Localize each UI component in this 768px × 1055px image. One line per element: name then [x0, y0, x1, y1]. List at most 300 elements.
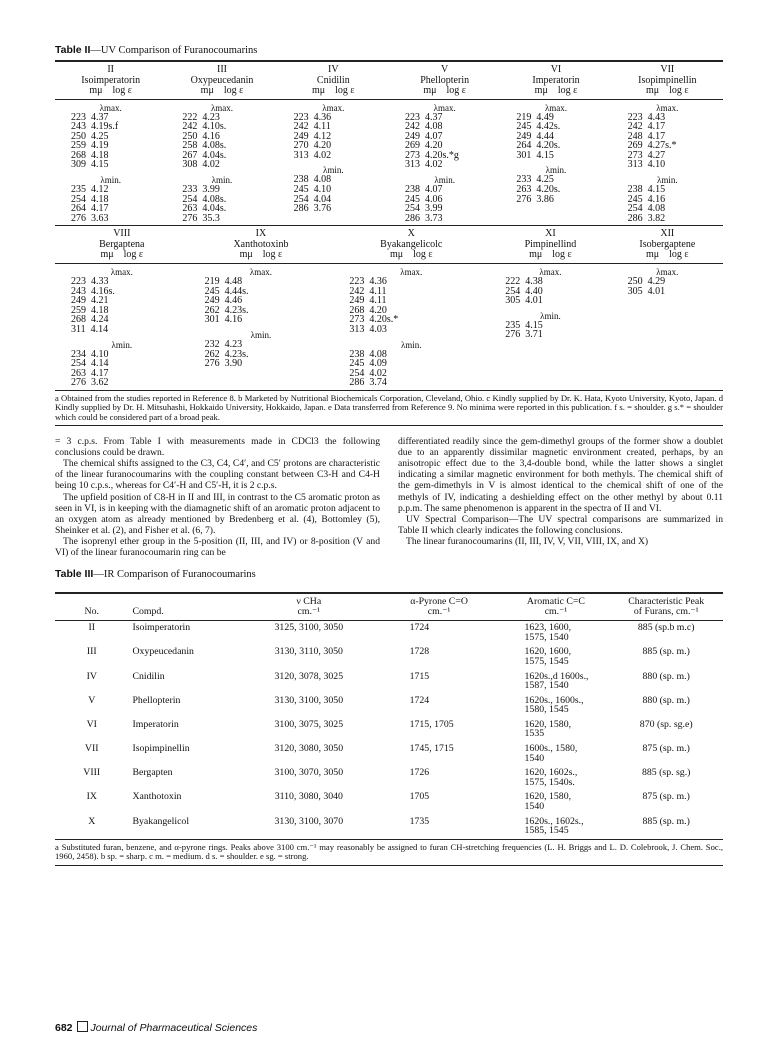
maxima-label: λmax. [110, 266, 133, 277]
body-text [55, 436, 723, 558]
cell-no: IX [86, 791, 97, 803]
header-ch [242, 594, 376, 620]
cell-no: II [88, 622, 95, 634]
cell-compd: Oxypeucedanin [132, 646, 194, 658]
minima-value: 263 4.20s. [516, 184, 561, 196]
units-row [55, 86, 166, 97]
cell-ch: 3125, 3100, 3050 [274, 622, 344, 634]
minima-label: λmin. [545, 165, 567, 176]
compound-number: III [216, 64, 227, 75]
minima-value: 238 4.15 [627, 184, 666, 196]
maxima-value: 223 4.36 [293, 111, 332, 123]
minima-value: 245 4.09 [349, 358, 387, 370]
maxima-value: 245 4.42s. [516, 121, 561, 133]
maxima-group [333, 264, 489, 337]
minima-value: 263 4.04s. [182, 203, 227, 215]
maxima-group [55, 100, 166, 173]
minima-label: λmin. [434, 175, 455, 186]
minima-value: 276 3.90 [204, 358, 243, 370]
compound-name: Bergaptena [99, 238, 145, 250]
minima-value: 238 4.07 [405, 184, 443, 196]
minima-value: 263 4.17 [71, 367, 109, 379]
maxima-group [189, 264, 334, 327]
table2-row2 [55, 226, 723, 389]
compound-number: IX [255, 228, 267, 240]
compound-name: Oxypeucedanin [190, 74, 254, 86]
maxima-value: 242 4.08 [405, 121, 443, 133]
compound-column [489, 226, 611, 389]
compound-column [189, 226, 334, 389]
cell-char: 875 (sp. m.) [642, 743, 690, 755]
maxima-label: λmax. [210, 102, 234, 113]
table-row [55, 742, 723, 766]
unit-wavelength: mμ [534, 85, 548, 96]
minima-value: 286 3.73 [405, 212, 443, 224]
compound-number: V [441, 64, 449, 75]
cell-ch: 3130, 3100, 3050 [274, 694, 344, 706]
compound-column [278, 62, 389, 225]
unit-log-epsilon: log ε [669, 249, 689, 261]
maxima-label: λmax. [656, 102, 679, 113]
cell-compd: Bergapten [132, 767, 173, 779]
cell-pyrone: 1724 [409, 622, 430, 634]
maxima-value: 269 4.27s.* [627, 140, 677, 152]
compound-number: XII [660, 228, 675, 240]
minima-value: 234 4.10 [71, 348, 109, 360]
compound-column [612, 62, 723, 225]
header-pyrone-bottom: cm.⁻¹ [427, 606, 451, 618]
maxima-value: 250 4.29 [627, 275, 666, 287]
body-paragraph: The chemical shifts assigned to the C3, C4, C4′, and C5′ protons are characteristic of the linear furanocoumarins with the coupling constant between C3-H and C4-H being 10 c.p.s., whereas for C4′-H and C5′-H, it is 2 c.p.s. [55, 458, 380, 492]
compound-header [333, 226, 489, 263]
maxima-value: 223 4.37 [405, 111, 443, 123]
minima-group [278, 162, 389, 215]
maxima-values [55, 277, 189, 335]
unit-log-epsilon: log ε [112, 85, 132, 96]
maxima-group [612, 264, 723, 298]
cell-compd: Imperatorin [132, 718, 179, 730]
maxima-label: λmax. [249, 266, 273, 277]
minima-value: 276 35.3 [182, 212, 220, 224]
minima-values [489, 321, 611, 340]
cell-char: 885 (sp. m.) [642, 815, 690, 827]
minima-value: 276 3.86 [516, 193, 554, 205]
unit-log-epsilon: log ε [413, 249, 433, 261]
cell-compd: Xanthotoxin [132, 791, 182, 803]
compound-name: Imperatorin [532, 74, 580, 86]
header-aromatic-top: Aromatic C=C [526, 596, 585, 608]
maxima-values [389, 113, 500, 171]
cell-char: 880 (sp. m.) [642, 694, 690, 706]
maxima-value: 258 4.08s. [182, 140, 227, 152]
cell-pyrone: 1728 [409, 646, 430, 658]
maxima-value: 223 4.33 [71, 275, 109, 287]
maxima-value: 223 4.37 [71, 111, 109, 123]
maxima-value: 309 4.15 [71, 159, 109, 171]
minima-value: 254 4.08s. [182, 193, 227, 205]
maxima-value: 273 4.27 [627, 149, 666, 161]
maxima-values [612, 277, 723, 296]
maxima-value: 311 4.14 [71, 323, 109, 335]
minima-value: 238 4.08 [293, 174, 332, 186]
unit-log-epsilon: log ε [552, 249, 572, 261]
compound-name: Xanthotoxinb [233, 238, 289, 250]
cell-no: VII [84, 743, 99, 755]
minima-group [55, 172, 166, 225]
minima-group [55, 337, 189, 390]
body-paragraph: The isoprenyl ether group in the 5-position (II, III, and IV) or 8-position (V and VI) of the linear furanocoumarin ring can be [55, 535, 380, 559]
cell-compd: Phellopterin [132, 694, 181, 706]
maxima-value: 249 4.11 [349, 295, 387, 307]
table3-body [55, 621, 723, 839]
body-paragraph: UV Spectral Comparison—The UV spectral comparisons are summarized in Table II which clearly indicates the following conclusions. [398, 513, 723, 536]
maxima-value: 259 4.19 [71, 140, 109, 152]
minima-values [612, 185, 723, 223]
cell-char: 885 (sp. m.) [642, 646, 690, 658]
maxima-value: 301 4.15 [516, 149, 554, 161]
unit-log-epsilon: log ε [335, 85, 355, 96]
cell-compd: Isoimperatorin [132, 622, 191, 634]
minima-value: 238 4.08 [349, 348, 387, 360]
maxima-value: 248 4.17 [627, 130, 666, 142]
compound-number: VII [660, 64, 675, 75]
cell-ch: 3120, 3080, 3050 [274, 743, 344, 755]
compound-number: IV [328, 64, 339, 75]
cell-no: V [88, 694, 96, 706]
cell-pyrone: 1715, 1705 [409, 718, 454, 730]
maxima-group [500, 100, 611, 163]
maxima-value: 268 4.24 [71, 314, 109, 326]
maxima-value: 273 4.20s.* [349, 314, 399, 326]
maxima-value: 249 4.21 [71, 295, 109, 307]
maxima-value: 262 4.23s. [204, 304, 249, 316]
maxima-value: 249 4.44 [516, 130, 554, 142]
cell-pyrone: 1724 [409, 694, 430, 706]
minima-value: 286 3.82 [627, 212, 666, 224]
compound-header [612, 226, 723, 263]
minima-group [500, 162, 611, 206]
cell-compd: Cnidilin [132, 670, 165, 682]
header-pyrone [376, 594, 503, 620]
table-row [55, 766, 723, 790]
table2-caption-label: Table II [55, 44, 91, 56]
journal-name: Journal of Pharmaceutical Sciences [90, 1022, 258, 1034]
header-pyrone-top: α-Pyrone C=O [410, 596, 468, 608]
header-aromatic [503, 594, 610, 620]
compound-name: Pimpinellind [524, 238, 577, 250]
cell-no: IV [86, 670, 97, 682]
table-row [55, 621, 723, 645]
unit-log-epsilon: log ε [446, 85, 466, 96]
maxima-values [278, 113, 389, 161]
units-row [612, 250, 723, 261]
minima-values [389, 185, 500, 223]
cell-char: 880 (sp. m.) [642, 670, 690, 682]
maxima-value: 254 4.40 [505, 285, 543, 297]
maxima-label: λmax. [400, 266, 423, 277]
maxima-value: 222 4.38 [505, 275, 543, 287]
cell-ch: 3130, 3100, 3070 [274, 815, 344, 827]
maxima-value: 268 4.18 [71, 149, 109, 161]
maxima-value: 219 4.49 [516, 111, 554, 123]
cell-ch: 3110, 3080, 3040 [274, 791, 343, 803]
compound-number: XI [545, 228, 556, 240]
minima-group [189, 327, 334, 371]
table2-caption [55, 44, 723, 56]
minima-values [278, 175, 389, 213]
cell-pyrone: 1715 [409, 670, 430, 682]
cell-pyrone: 1705 [409, 791, 430, 803]
maxima-label: λmax. [539, 266, 562, 277]
minima-group [166, 172, 277, 225]
compound-header [389, 62, 500, 99]
maxima-group [278, 100, 389, 163]
maxima-group [389, 100, 500, 173]
minima-value: 245 4.16 [627, 193, 666, 205]
table3-caption-text: —IR Comparison of Furanocoumarins [93, 569, 256, 581]
cell-no: VI [86, 718, 97, 730]
table3 [55, 594, 723, 839]
minima-value: 235 4.12 [71, 184, 109, 196]
body-paragraph: The linear furanocoumarins (II, III, IV, V, VII, VIII, IX, and X) [406, 535, 649, 547]
maxima-value: 242 4.10s. [182, 121, 227, 133]
maxima-value: 264 4.20s. [516, 140, 561, 152]
minima-value: 254 4.04 [293, 193, 332, 205]
minima-value: 245 4.10 [293, 184, 332, 196]
unit-wavelength: mμ [529, 249, 543, 261]
maxima-value: 249 4.46 [204, 295, 243, 307]
compound-column [333, 226, 489, 389]
maxima-value: 243 4.19s.f [71, 121, 119, 133]
maxima-value: 250 4.25 [71, 130, 109, 142]
unit-log-epsilon: log ε [223, 85, 244, 96]
unit-log-epsilon: log ε [669, 85, 689, 96]
maxima-value: 313 4.02 [405, 159, 443, 171]
maxima-value: 268 4.20 [349, 304, 387, 316]
maxima-value: 273 4.20s.*g [405, 149, 459, 161]
minima-value: 245 4.06 [405, 193, 443, 205]
compound-name: Cnidilin [316, 74, 350, 86]
maxima-value: 313 4.03 [349, 323, 387, 335]
compound-number: VI [550, 64, 562, 75]
minima-value: 233 3.99 [182, 184, 220, 196]
maxima-value: 313 4.10 [627, 159, 666, 171]
maxima-value: 267 4.04s. [182, 149, 227, 161]
maxima-value: 223 4.43 [627, 111, 666, 123]
maxima-group [612, 100, 723, 173]
header-aromatic-bottom: cm.⁻¹ [544, 606, 568, 618]
cell-pyrone: 1745, 1715 [409, 743, 454, 755]
minima-group [489, 308, 611, 342]
compound-header [189, 226, 334, 263]
maxima-label: λmax. [99, 102, 122, 113]
body-paragraph: The upfield position of C8-H in II and III, in contrast to the C5 aromatic proton as seen in VI, is in keeping with the diamagnetic shift of an aromatic proton adjacent to an oxygen atom as already mentioned by Bredenberg et al. (4), Bottomley (5), Sheinker et al. (2), and Fisher et al. (6, 7). [55, 491, 380, 536]
units-row [166, 86, 277, 97]
minima-value: 276 3.62 [71, 377, 109, 389]
page-number: 682 [55, 1022, 73, 1034]
cell-ch: 3120, 3078, 3025 [274, 670, 344, 682]
minima-value: 254 4.18 [71, 193, 109, 205]
maxima-value: 301 4.16 [204, 314, 243, 326]
minima-label: λmin. [211, 175, 233, 186]
maxima-value: 250 4.16 [182, 130, 220, 142]
cell-aromatic: 1620, 1600, 1575, 1545 [524, 646, 572, 667]
minima-value: 262 4.23s. [204, 348, 249, 360]
maxima-values [612, 113, 723, 171]
minima-value: 276 3.71 [505, 329, 543, 341]
minima-value: 254 4.02 [349, 367, 387, 379]
cell-ch: 3100, 3070, 3050 [274, 767, 344, 779]
units-row [55, 250, 189, 261]
cell-no: III [86, 646, 97, 658]
unit-log-epsilon: log ε [123, 249, 144, 261]
header-compd: Compd. [132, 606, 164, 618]
minima-value: 276 3.63 [71, 212, 109, 224]
table-row [55, 790, 723, 814]
minima-value: 254 4.08 [627, 203, 666, 215]
maxima-label: λmax. [322, 102, 345, 113]
table-row [55, 670, 723, 694]
table3-footnote: a Substituted furan, benzene, and α-pyrone rings. Peaks above 3100 cm.⁻¹ may reasonably be assigned to furan CH-stretching frequencies (L. H. Briggs and L. D. Colebrook, J. Chem. Soc., 1960, 2458). b sp. = sharp. c m. = medium. d s. = shoulder. e sg. = strong. [55, 841, 723, 862]
unit-wavelength: mμ [100, 249, 114, 261]
maxima-group [166, 100, 277, 173]
table-row [55, 694, 723, 718]
unit-wavelength: mμ [200, 85, 214, 96]
minima-label: λmin. [111, 339, 133, 350]
compound-name: Isobergaptene [639, 238, 696, 250]
unit-wavelength: mμ [646, 249, 660, 261]
cell-aromatic: 1623, 1600, 1575, 1540 [524, 622, 572, 643]
table2-row1 [55, 62, 723, 225]
units-row [500, 86, 611, 97]
header-char-top: Characteristic Peak [628, 596, 705, 608]
maxima-value: 242 4.11 [293, 121, 331, 133]
maxima-values [55, 113, 166, 171]
maxima-group [55, 264, 189, 337]
maxima-value: 242 4.17 [627, 121, 666, 133]
table-row [55, 815, 723, 839]
maxima-value: 270 4.20 [293, 140, 332, 152]
table-row [55, 645, 723, 669]
minima-label: λmin. [400, 339, 422, 350]
page-footer [55, 1021, 257, 1034]
minima-value: 264 4.17 [71, 203, 109, 215]
maxima-values [333, 277, 489, 335]
maxima-value: 249 4.12 [293, 130, 332, 142]
compound-name: Isoimperatorin [81, 74, 141, 86]
maxima-value: 242 4.11 [349, 285, 387, 297]
minima-value: 232 4.23 [204, 338, 243, 350]
minima-values [55, 185, 166, 223]
cell-aromatic: 1620, 1602s., 1575, 1540s. [524, 767, 578, 788]
minima-value: 254 3.99 [405, 203, 443, 215]
cell-compd: Isopimpinellin [132, 743, 190, 755]
cell-aromatic: 1620s.,d 1600s., 1587, 1540 [524, 670, 589, 692]
minima-label: λmin. [323, 165, 344, 176]
page [55, 44, 723, 866]
maxima-label: λmax. [656, 266, 679, 277]
cell-aromatic: 1620, 1580, 1535 [524, 718, 572, 740]
cell-compd: Byakangelicol [132, 815, 190, 827]
header-ch-top: ν CHa [296, 596, 322, 608]
table2-footnote: a Obtained from the studies reported in Reference 8. b Marketed by Nutritional Biochemicals Corporation, Cleveland, Ohio. c Kindly supplied by Dr. K. Hata, Kyoto University, Kyoto, Japan. d Kindly supplied by Dr. H. Mitsuhashi, Hokkaido University, Hokkaido, Japan. e Data transferred from Reference 9. No minima were reported in this publication. f s. = shoulder. g s.* = shoulder which could be considered part of a broad peak. [55, 392, 723, 422]
compound-header [55, 62, 166, 99]
maxima-value: 219 4.48 [204, 275, 243, 287]
compound-number: II [107, 64, 114, 75]
compound-column [612, 226, 723, 389]
header-char-bottom: of Furans, cm.⁻¹ [633, 606, 699, 618]
units-row [189, 250, 334, 261]
minima-value: 254 4.14 [71, 358, 109, 370]
minima-label: λmin. [540, 310, 561, 321]
table3-caption [55, 568, 723, 580]
compound-header [489, 226, 611, 263]
unit-wavelength: mμ [312, 85, 326, 96]
maxima-label: λmax. [433, 102, 456, 113]
minima-value: 286 3.74 [349, 377, 387, 389]
units-row [278, 86, 389, 97]
maxima-value: 245 4.44s. [204, 285, 249, 297]
compound-header [278, 62, 389, 99]
minima-values [166, 185, 277, 223]
compound-column [166, 62, 277, 225]
cell-aromatic: 1620s., 1602s., 1585, 1545 [524, 815, 584, 837]
minima-value: 233 4.25 [516, 174, 554, 186]
table2-foot-rule [55, 425, 723, 426]
body-paragraph: differentiated readily since the gem-dimethyl groups of the former show a doublet due to an apparently dissimilar magnetic environment created, perhaps, by an anisotropic effect due to the 3,4-double bond, while the latter shows a singlet indicating a similar magnetic environment for both methyls. The chemical shift of the gem-dimethyls in V is almost identical to the chemical shift of one of the methyls of IV, indicating a deshielding effect on the other methyl by about 0.11 p.p.m. The same phenomenon is apparent in the spectra of II and VI. [398, 436, 723, 514]
unit-wavelength: mμ [239, 249, 253, 261]
units-row [333, 250, 489, 261]
minima-values [333, 350, 489, 388]
maxima-value: 313 4.02 [293, 149, 332, 161]
square-icon [77, 1021, 88, 1032]
minima-value: 235 4.15 [505, 319, 543, 331]
unit-log-epsilon: log ε [557, 85, 578, 96]
compound-name: Byakangelicolc [380, 238, 443, 250]
cell-no: X [88, 815, 96, 827]
body-paragraph: = 3 c.p.s. From Table I with measurements made in CDCl3 the following conclusions could be drawn. [55, 436, 380, 459]
table2-caption-text: —UV Comparison of Furanocoumarins [90, 45, 258, 56]
maxima-group [489, 264, 611, 308]
maxima-label: λmax. [544, 102, 568, 113]
minima-group [333, 337, 489, 390]
header-ch-bottom: cm.⁻¹ [297, 606, 321, 618]
units-row [612, 86, 723, 97]
maxima-value: 308 4.02 [182, 159, 220, 171]
compound-header [166, 62, 277, 99]
unit-log-epsilon: log ε [262, 249, 283, 261]
cell-char: 875 (sp. m.) [642, 791, 690, 803]
table3-header-row [55, 594, 723, 620]
compound-column [389, 62, 500, 225]
minima-label: λmin. [250, 329, 272, 340]
maxima-value: 305 4.01 [627, 285, 666, 297]
cell-char: 870 (sp. sg.e) [639, 718, 693, 730]
table3-caption-label: Table III [55, 568, 94, 581]
maxima-values [189, 277, 334, 325]
cell-aromatic: 1620, 1580, 1540 [524, 791, 572, 813]
compound-column [55, 226, 189, 389]
cell-char: 885 (sp.b m.c) [637, 622, 695, 634]
cell-aromatic: 1620s., 1600s., 1580, 1545 [524, 694, 584, 716]
minima-group [612, 172, 723, 225]
unit-wavelength: mμ [389, 249, 404, 261]
compound-header [612, 62, 723, 99]
minima-values [55, 350, 189, 388]
maxima-value: 269 4.20 [405, 140, 443, 152]
compound-number: VIII [113, 228, 131, 240]
compound-header [55, 226, 189, 263]
